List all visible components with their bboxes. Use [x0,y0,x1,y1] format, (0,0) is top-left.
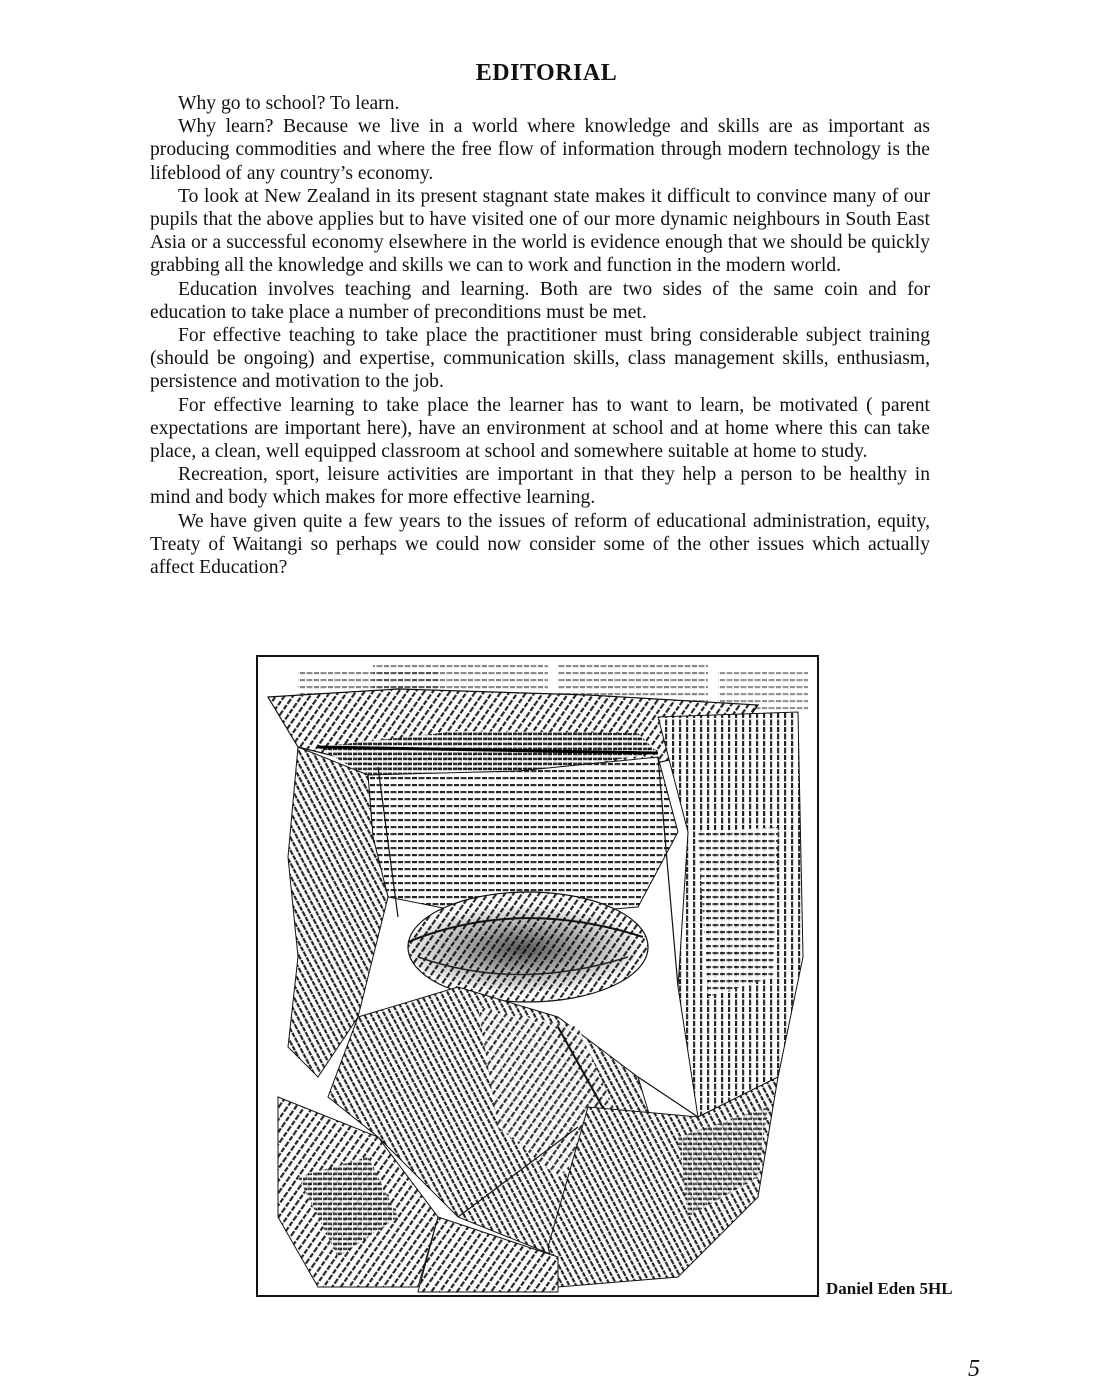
artwork-caption: Daniel Eden 5HL [826,1279,953,1298]
paragraph-4: Education involves teaching and learning. Both are two sides of the same coin and for education to take place a number of preconditions must be met. [150,278,930,323]
paragraph-8: We have given quite a few years to the issues of reform of educational administration, equity, Treaty of Waitangi so perhaps we could now consider some of the other issues which actually affect Education? [150,510,930,579]
page-title: EDITORIAL [475,60,618,86]
paragraph-7: Recreation, sport, leisure activities are important in that they help a person to be healthy in mind and body which makes for more effective learning. [150,464,930,509]
paragraph-3: To look at New Zealand in its present stagnant state makes it difficult to convince many of our pupils that the above applies but to have visited one of our more dynamic neighbours in South East Asia or a successful economy elsewhere in the world is evidence enough that we should be quickly grabbing all the knowledge and skills we can to work and function in the modern world. [150,185,930,277]
paragraph-6: For effective learning to take place the learner has to want to learn, be motivated ( parent expectations are important here), have an environment at school and at home where this can take place, a clean, well equipped classroom at school and somewhere suitable at home to study. [150,394,930,463]
editorial-body [150,92,930,579]
page-number: 5 [968,1356,980,1382]
newspaper-head-artwork [256,655,819,1297]
paragraph-1: Why go to school? To learn. [178,93,400,114]
paragraph-5: For effective teaching to take place the practitioner must bring considerable subject training (should be ongoing) and expertise, communication skills, class management skills, enthusiasm, persistence and motivation to the job. [150,325,930,393]
paragraph-2: Why learn? Because we live in a world where knowledge and skills are as important as producing commodities and where the free flow of information through modern technology is the lifeblood of any country’s economy. [150,116,930,184]
